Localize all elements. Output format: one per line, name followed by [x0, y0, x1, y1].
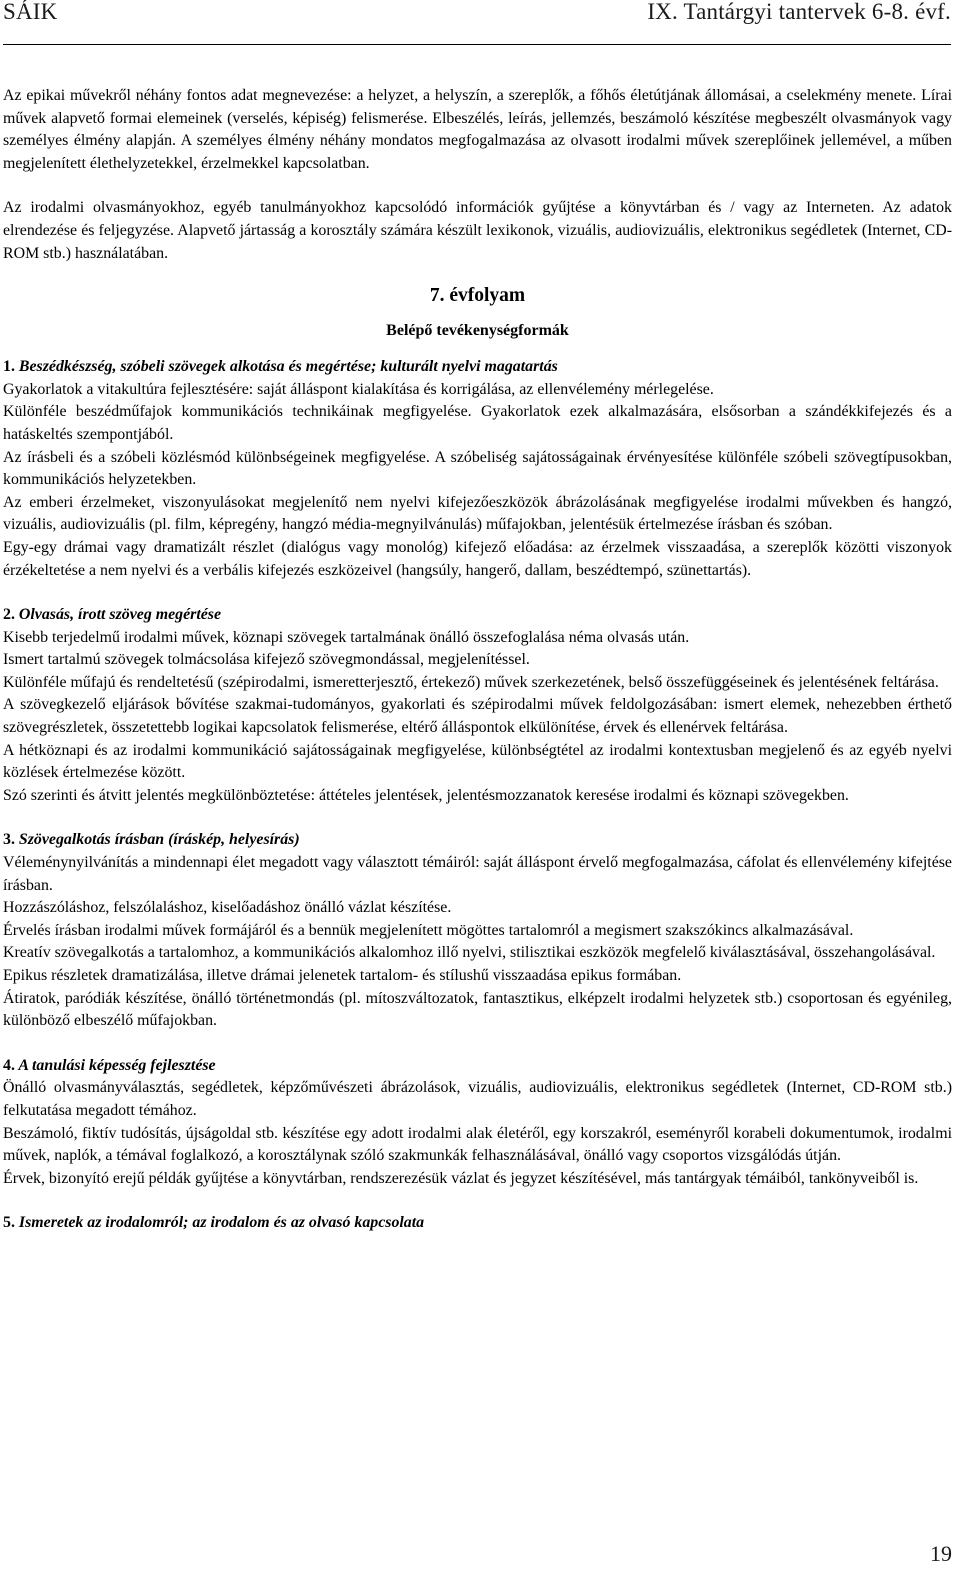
section-title-text: Ismeretek az irodalomról; az irodalom és az olvasó kapcsolata	[18, 1214, 425, 1232]
section-paragraph: Szó szerinti és átvitt jelentés megkülönböztetése: áttételes jelentések, jelentésmozzanatok keresése irodalmi és köznapi szövegekben.	[3, 786, 849, 804]
section-title	[3, 1055, 952, 1078]
section-title	[3, 356, 952, 379]
section-paragraph: Érvelés írásban irodalmi művek formájáról és a bennük megjelenített mögöttes tartalomról a megismert szakszókincs alkalmazásával.	[3, 921, 854, 939]
section-paragraph: Epikus részletek dramatizálása, illetve drámai jelenetek tartalom- és stílushű visszaadása epikus formában.	[3, 967, 682, 984]
section-title	[3, 604, 952, 627]
section-paragraph: Különféle beszédműfajok kommunikációs technikáinak megfigyelése. Gyakorlatok ezek alkalmazására, elsősorban a szándékkifejezés és a hatáskeltés szempontjából.	[3, 403, 952, 443]
section-number: 5.	[3, 1214, 15, 1232]
section-paragraph: Az emberi érzelmeket, viszonyulásokat megjelenítő nem nyelvi kifejezőeszközök ábrázolásának megfigyelése irodalmi művekben és hangzó, vizuális, audiovizuális (pl. film, képregény, hangzó média-megnyilvánulás) műfajokban, jelentésük értelmezése írásban és szóban.	[3, 493, 952, 534]
section-number: 1.	[3, 358, 15, 376]
section-paragraph: Hozzászóláshoz, felszólaláshoz, kiselőadáshoz önálló vázlat készítése.	[3, 899, 452, 917]
section-title	[3, 1212, 952, 1235]
section-title-text: A tanulási képesség fejlesztése	[18, 1056, 216, 1074]
section-number: 2.	[3, 606, 15, 624]
section-paragraph: Egy-egy drámai vagy dramatizált részlet (dialógus vagy monológ) kifejező előadása: az érzelmek visszaadása, a szereplők közötti viszonyok érzékeltetése a nem nyelvi és a verbális kifejezés eszközeivel (hangsúly, hangerő, dallam, beszédtempó, szünettartás).	[3, 538, 952, 579]
section-title-text: Beszédkészség, szóbeli szövegek alkotása és megértése; kulturált nyelvi magatartás	[18, 358, 558, 376]
section-5	[3, 1212, 952, 1235]
section-paragraph: Különféle műfajú és rendeltetésű (szépirodalmi, ismeretterjesztő, értekező) művek szerkezetének, belső összefüggéseinek és jelentésének feltárása.	[3, 673, 939, 691]
document-body	[3, 85, 952, 1257]
section-paragraph: A hétköznapi és az irodalmi kommunikáció sajátosságainak megfigyelése, különbségtétel az irodalmi kontextusban megjelenő és az egyéb nyelvi közlések értelmezése között.	[3, 741, 952, 782]
section-paragraph: Ismert tartalmú szövegek tolmácsolása kifejező szövegmondással, megjelenítéssel.	[3, 651, 530, 669]
section-paragraph: Önálló olvasmányválasztás, segédletek, képzőművészeti ábrázolások, vizuális, audiovizuális, elektronikus segédletek (Internet, CD-ROM stb.) felkutatása megadott témához.	[3, 1079, 952, 1119]
section-paragraph: Kreatív szövegalkotás a tartalomhoz, a kommunikációs alkalomhoz illő nyelvi, stilisztikai eszközök megfelelő kiválasztásával, összehangolásával.	[3, 944, 936, 962]
section-title-text: Olvasás, írott szöveg megértése	[18, 606, 222, 624]
section-number: 3.	[3, 831, 15, 849]
section-paragraph: Érvek, bizonyító erejű példák gyűjtése a könyvtárban, rendszerezésük vázlat és jegyzet készítésével, más tantárgyak témáiból, tankönyveiből is.	[3, 1169, 919, 1187]
header-divider	[3, 44, 951, 45]
section-paragraph: A szövegkezelő eljárások bővítése szakmai-tudományos, gyakorlati és szépirodalmi művek feldolgozásában: ismert elemek, nehezebben érthető szövegrészletek, összetettebb logikai kapcsolatok felismerése, eltérő álláspontok elkülönítése, érvek és ellenérvek feltárása.	[3, 696, 952, 737]
section-paragraph: Átiratok, paródiák készítése, önálló történetmondás (pl. mítoszváltozatok, fantasztikus, elképzelt irodalmi helyzetek stb.) csoportosan és egyénileg, különböző elbeszélő műfajokban.	[3, 989, 952, 1030]
section-title	[3, 829, 952, 852]
intro-paragraph: Az epikai művekről néhány fontos adat megnevezése: a helyzet, a helyszín, a szereplők, a főhős életútjának állomásai, a cselekmény menete. Lírai művek alapvető formai elemeinek (verselés, képiség) felismerése. Elbeszélés, leírás, jellemzés, beszámoló készítése megbeszélt olvasmányok vagy személyes élmény alapján. A személyes élmény néhány mondatos megfogalmazása az olvasott irodalmi művek szereplőinek jellemével, a műben megjelenített élethelyzetekkel, érzelmekkel kapcsolatban.	[3, 87, 952, 172]
section-title-text: Szövegalkotás írásban (íráskép, helyesírás)	[18, 831, 300, 849]
section-number: 4.	[3, 1056, 15, 1074]
entry-activities-heading: Belépő tevékenységformák	[386, 322, 569, 340]
section-paragraph: Az írásbeli és a szóbeli közlésmód különbségeinek megfigyelése. A szóbeliség sajátosságainak érvényesítése különféle szóbeli szövegtípusokban, kommunikációs helyzetekben.	[3, 448, 952, 489]
section-paragraph: Beszámoló, fiktív tudósítás, újságoldal stb. készítése egy adott irodalmi alak életéről, egy korszakról, eseményről korabeli dokumentumok, irodalmi művek, naplók, a témával foglalkozó, a korosztálynak szóló szakmunkák felhasználásával, önálló vagy csoportos vizsgálódás útján.	[3, 1124, 952, 1165]
section-paragraph: Véleménynyilvánítás a mindennapi élet megadott vagy választott témáiról: saját álláspont érvelő megfogalmazása, cáfolat és ellenvélemény kifejtése írásban.	[3, 854, 952, 894]
section-2	[3, 604, 952, 807]
section-4	[3, 1055, 952, 1191]
header-title: IX. Tantárgyi tantervek 6-8. évf.	[647, 0, 951, 24]
section-3	[3, 829, 952, 1032]
section-paragraph: Gyakorlatok a vitakultúra fejlesztésére: saját álláspont kialakítása és korrigálása, az ellenvélemény mérlegelése.	[3, 380, 714, 398]
page-number: 19	[930, 1541, 952, 1566]
intro-paragraph: Az irodalmi olvasmányokhoz, egyéb tanulmányokhoz kapcsolódó információk gyűjtése a könyvtárban és / vagy az Interneten. Az adatok elrendezése és feljegyzése. Alapvető jártasság a korosztály számára készült lexikonok, vizuális, audiovizuális, elektronikus segédletek (Internet, CD-ROM stb.) használatában.	[3, 199, 952, 262]
header-left: SÁIK	[3, 0, 58, 24]
section-1	[3, 356, 952, 582]
year-heading: 7. évfolyam	[429, 285, 526, 307]
section-paragraph: Kisebb terjedelmű irodalmi művek, köznapi szövegek tartalmának önálló összefoglalása néma olvasás után.	[3, 628, 690, 646]
